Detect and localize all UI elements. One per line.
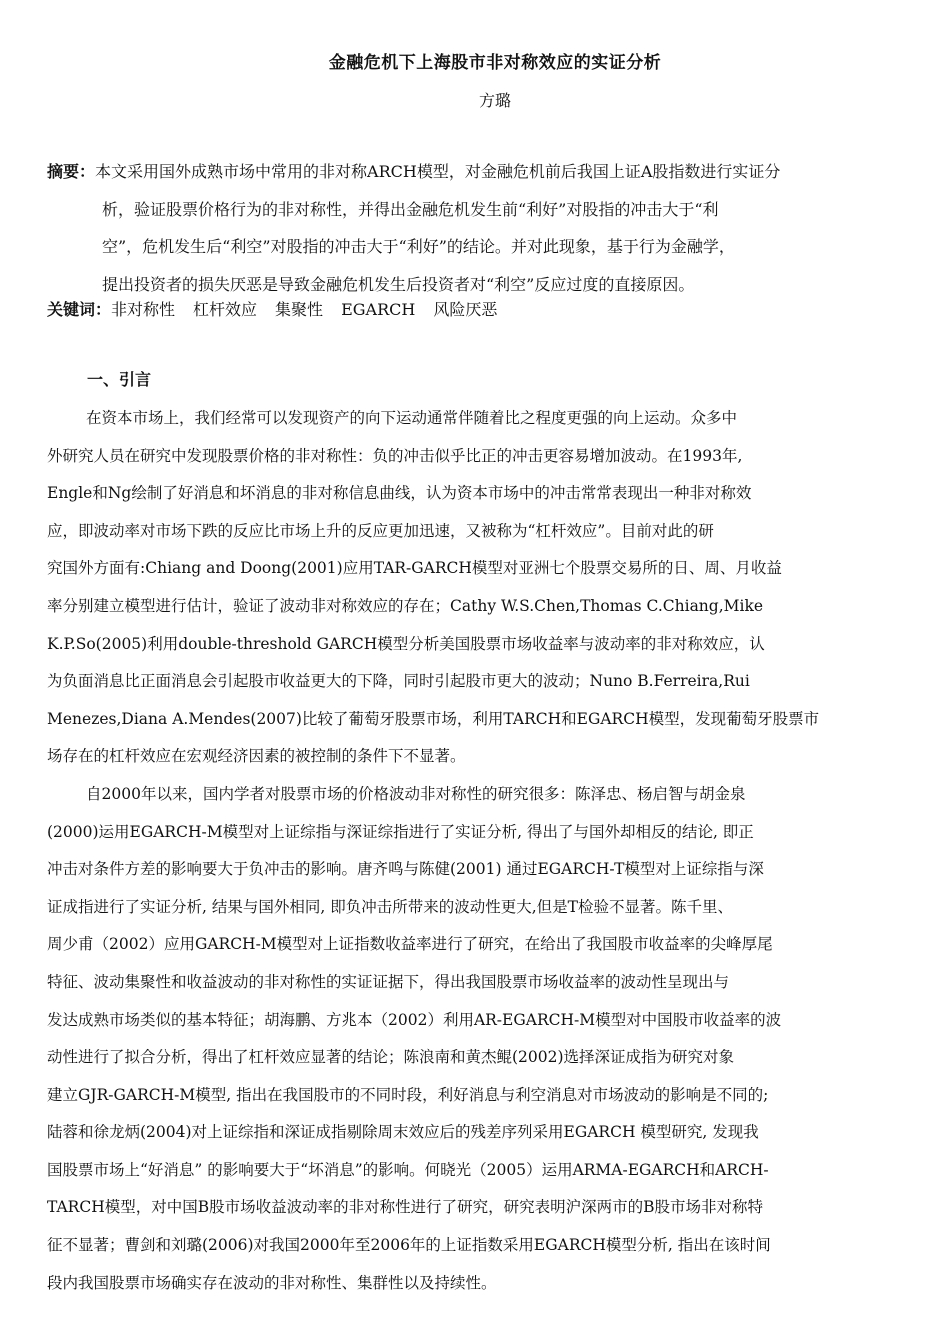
keyword: 集聚性: [275, 300, 324, 319]
paragraph-line: 周少甫（2002）应用GARCH-M模型对上证指数收益率进行了研究，在给出了我国股市收益率的尖峰厚尾: [47, 935, 773, 954]
paragraph-line: 冲击对条件方差的影响要大于负冲击的影响。唐齐鸣与陈健(2001) 通过EGARCH-T模型对上证综指与深: [47, 860, 764, 879]
paragraph-line: 特征、波动集聚性和收益波动的非对称性的实证证据下，得出我国股票市场收益率的波动性呈现出与: [47, 972, 730, 991]
paragraph-line: 建立GJR-GARCH-M模型, 指出在我国股市的不同时段，利好消息与利空消息对市场波动的影响是不同的;: [47, 1085, 769, 1104]
paragraph-line: 证成指进行了实证分析, 结果与国外相同, 即负冲击所带来的波动性更大,但是T检验不显著。陈千里、: [47, 897, 733, 916]
paragraph-line: 国股票市场上“好消息” 的影响要大于“坏消息”的影响。何晓光（2005）运用ARMA-EGARCH和ARCH-: [47, 1160, 769, 1179]
paragraph-line: 动性进行了拟合分析，得出了杠杆效应显著的结论；陈浪南和黄杰鲲(2002)选择深证成指为研究对象: [47, 1048, 735, 1067]
paragraph-line: 为负面消息比正面消息会引起股市收益更大的下降，同时引起股市更大的波动；Nuno B.Ferreira,Rui: [47, 672, 750, 691]
keyword: 风险厌恶: [433, 300, 498, 319]
paragraph-line: 外研究人员在研究中发现股票价格的非对称性：负的冲击似乎比正的冲击更容易增加波动。在1993年,: [47, 446, 743, 465]
paper-author: 方璐: [478, 91, 511, 110]
paragraph-line: 在资本市场上，我们经常可以发现资产的向下运动通常伴随着比之程度更强的向上运动。众多中: [86, 409, 738, 427]
paragraph-line: Engle和Ng绘制了好消息和坏消息的非对称信息曲线，认为资本市场中的冲击常常表现出一种非对称效: [47, 484, 752, 503]
paragraph-line: 段内我国股票市场确实存在波动的非对称性、集群性以及持续性。: [47, 1273, 497, 1292]
abstract-line: 提出投资者的损失厌恶是导致金融危机发生后投资者对“利空”反应过度的直接原因。: [102, 274, 695, 294]
paragraph-line: 自2000年以来，国内学者对股票市场的价格波动非对称性的研究很多：陈泽忠、杨启智与胡金泉: [86, 784, 746, 803]
paragraph-line: 究国外方面有:Chiang and Doong(2001)应用TAR-GARCH模型对亚洲七个股票交易所的日、周、月收益: [47, 559, 782, 578]
paragraph-line: 率分别建立模型进行估计，验证了波动非对称效应的存在；Cathy W.S.Chen,Thomas C.Chiang,Mike: [47, 596, 764, 615]
paragraph-line: 场存在的杠杆效应在宏观经济因素的被控制的条件下不显著。: [47, 747, 466, 766]
abstract-label: 摘要：: [47, 162, 96, 181]
paragraph-line: 应，即波动率对市场下跌的反应比市场上升的反应更加迅速，又被称为“杠杆效应”。目前对此的研: [47, 521, 714, 540]
abstract: [47, 153, 907, 303]
keyword: EGARCH: [341, 300, 416, 319]
keyword: 非对称性: [111, 300, 176, 319]
paragraph-line: 发达成熟市场类似的基本特征；胡海鹏、方兆本（2002）利用AR-EGARCH-M模型对中国股市收益率的波: [47, 1010, 782, 1029]
paragraph-line: K.P.So(2005)利用double-threshold GARCH模型分析美国股票市场收益率与波动率的非对称效应，认: [47, 634, 765, 653]
paragraph-line: (2000)运用EGARCH-M模型对上证综指与深证综指进行了实证分析, 得出了与国外却相反的结论, 即正: [47, 822, 754, 841]
paragraph-line: 征不显著；曹剑和刘璐(2006)对我国2000年至2006年的上证指数采用EGARCH模型分析, 指出在该时间: [47, 1236, 771, 1255]
section-heading: 一、引言: [87, 370, 152, 389]
paragraph-line: Menezes,Diana A.Mendes(2007)比较了葡萄牙股票市场，利用TARCH和EGARCH模型，发现葡萄牙股票市: [47, 709, 820, 728]
paragraph-line: TARCH模型，对中国B股市场收益波动率的非对称性进行了研究，研究表明沪深两市的B股市场非对称特: [47, 1198, 764, 1217]
section-body: [47, 400, 907, 1302]
abstract-line: 析，验证股票价格行为的非对称性，并得出金融危机发生前“利好”对股指的冲击大于“利: [102, 199, 719, 219]
paper-title: 金融危机下上海股市非对称效应的实证分析: [328, 53, 662, 73]
abstract-line: [47, 153, 907, 191]
keyword: 杠杆效应: [193, 300, 258, 319]
paragraph-line: 陆蓉和徐龙炳(2004)对上证综指和深证成指剔除周末效应后的残差序列采用EGARCH 模型研究, 发现我: [47, 1123, 759, 1142]
abstract-line: 空”，危机发生后“利空”对股指的冲击大于“利好”的结论。并对此现象，基于行为金融学，: [102, 237, 735, 256]
keywords-label: 关键词：: [47, 300, 112, 319]
abstract-text: 本文采用国外成熟市场中常用的非对称ARCH模型，对金融危机前后我国上证A股指数进行实证分: [95, 162, 781, 181]
keywords: [47, 295, 907, 325]
